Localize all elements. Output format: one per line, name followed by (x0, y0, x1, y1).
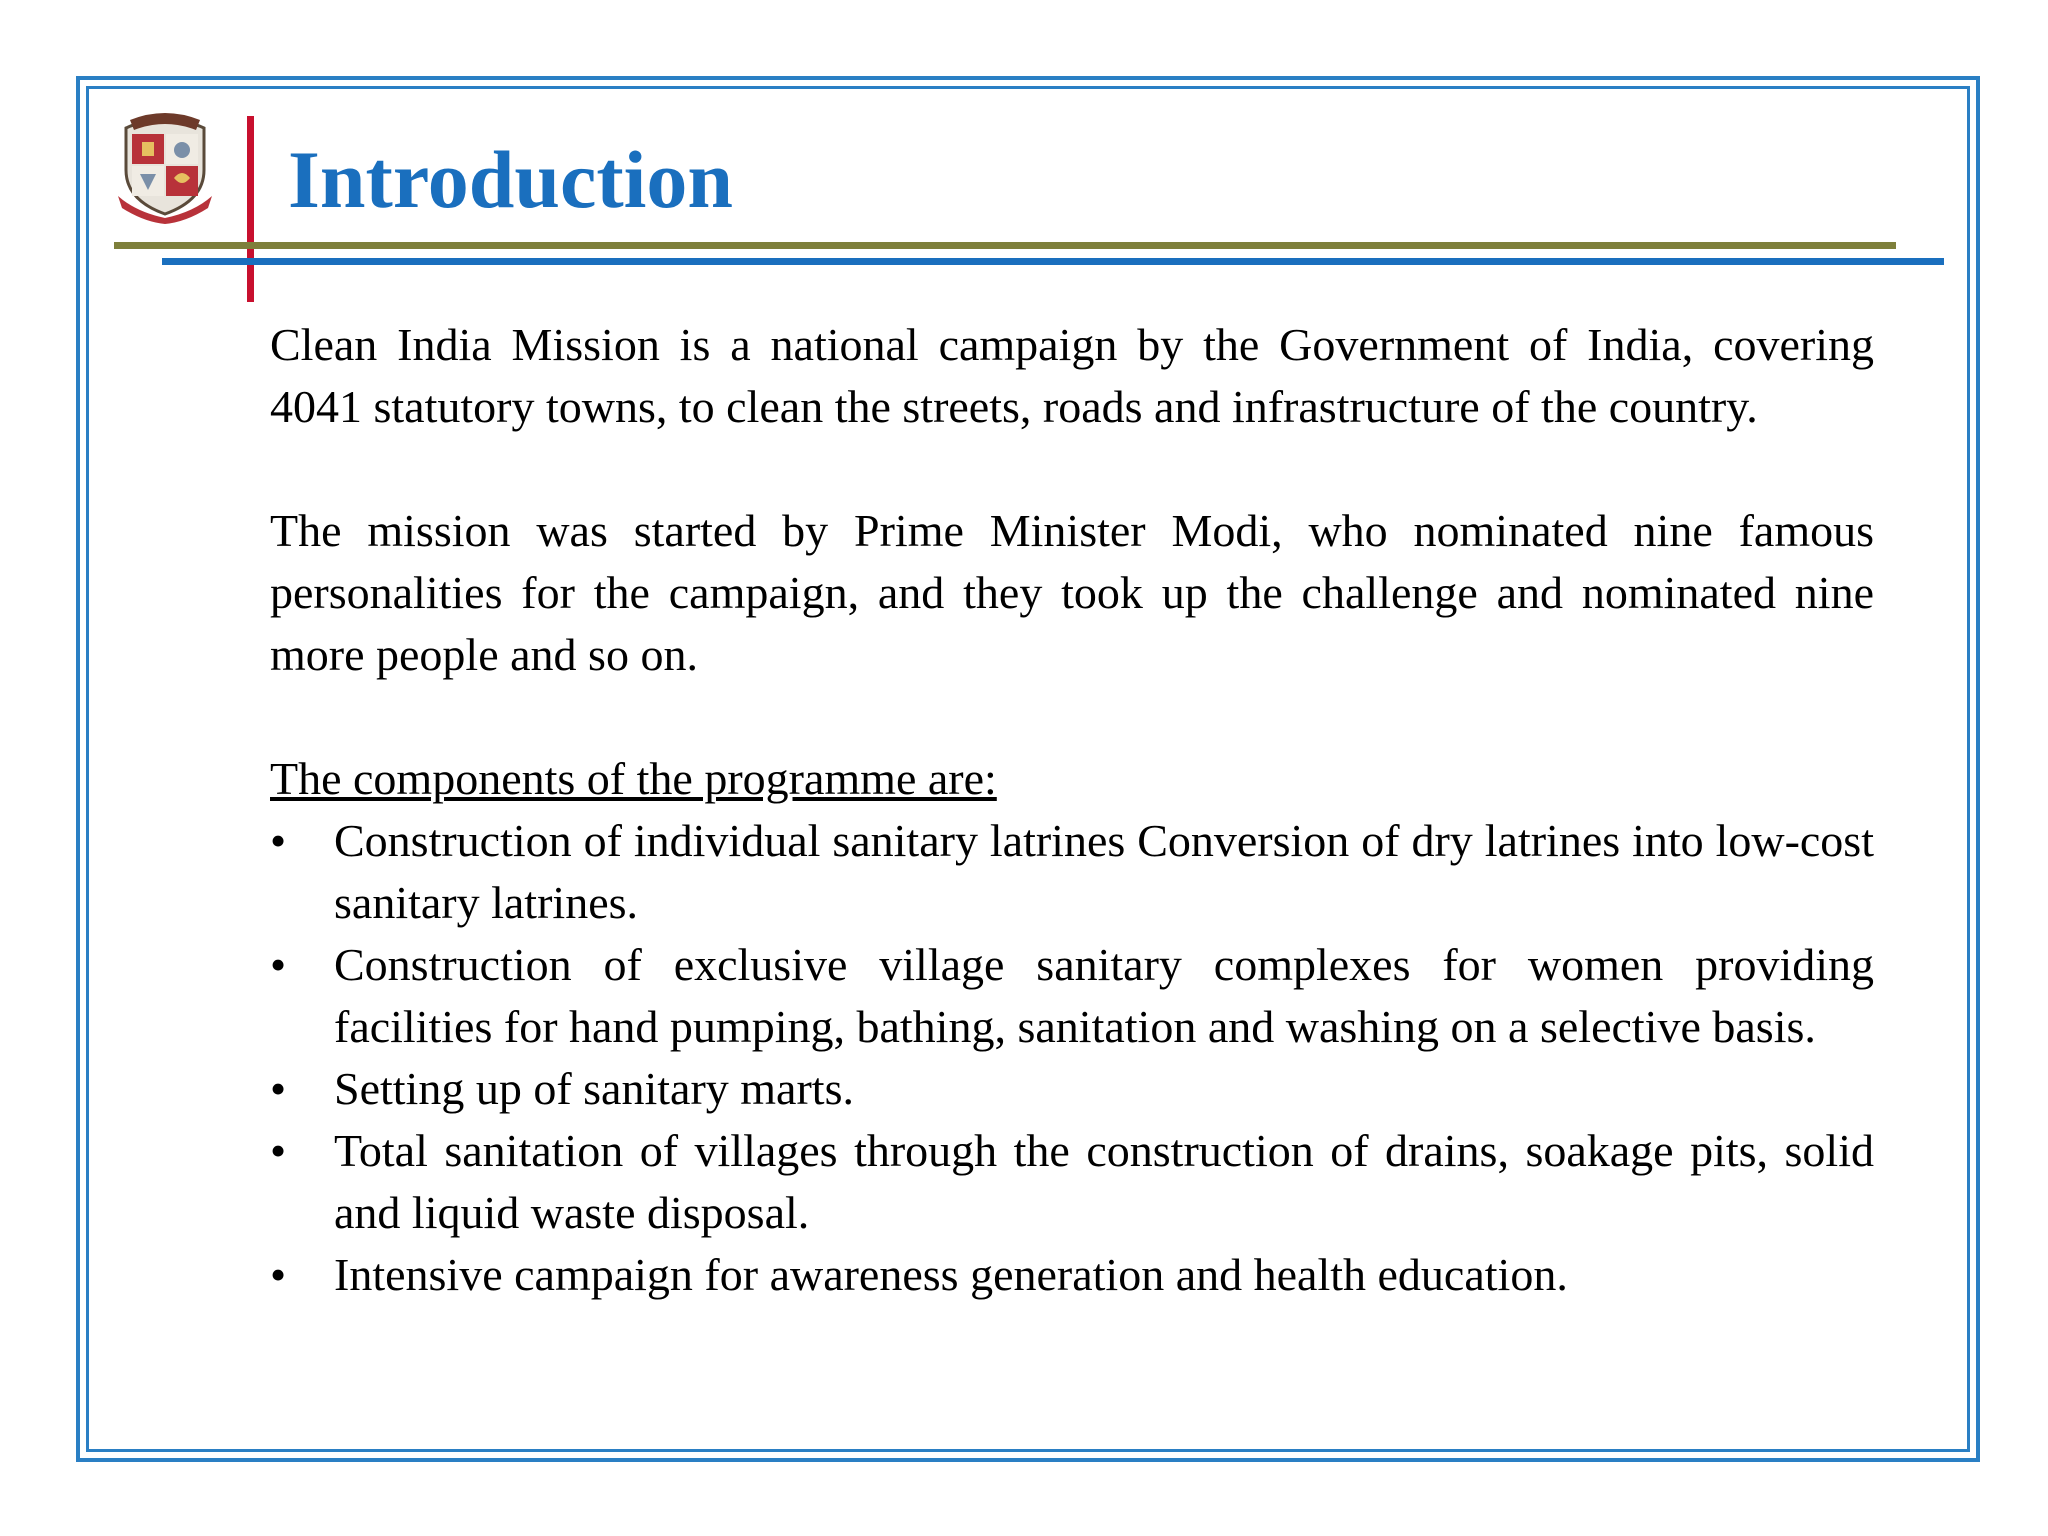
intro-paragraph-1: Clean India Mission is a national campaign by the Government of India, covering 4041 statutory towns, to clean the streets, roads and infrastructure of the country. (270, 319, 1874, 432)
bullet-icon: • (270, 815, 287, 866)
list-item-text: Setting up of sanitary marts. (334, 1063, 854, 1114)
bullet-icon: • (270, 939, 287, 990)
list-item (270, 810, 1874, 934)
university-crest-icon (116, 108, 214, 224)
list-item-text: Construction of exclusive village sanitary complexes for women providing facilities for hand pumping, bathing, sanitation and washing on a selective basis. (334, 939, 1874, 1052)
title-rule-olive (114, 242, 1896, 249)
components-list (270, 810, 1874, 1306)
slide-content (270, 314, 1874, 1306)
list-item-text: Intensive campaign for awareness generation and health education. (334, 1249, 1568, 1300)
list-item (270, 934, 1874, 1058)
bullet-icon: • (270, 1063, 287, 1114)
bullet-icon: • (270, 1125, 287, 1176)
list-item (270, 1244, 1874, 1306)
title-accent-bar (247, 116, 254, 302)
list-item-text: Total sanitation of villages through the construction of drains, soakage pits, solid and liquid waste disposal. (334, 1125, 1874, 1238)
bullet-icon: • (270, 1249, 287, 1300)
list-item (270, 1058, 1874, 1120)
intro-paragraph-2: The mission was started by Prime Minister Modi, who nominated nine famous personalities for the campaign, and they took up the challenge and nominated nine more people and so on. (270, 505, 1874, 680)
list-item (270, 1120, 1874, 1244)
list-item-text: Construction of individual sanitary latrines Conversion of dry latrines into low-cost sanitary latrines. (334, 815, 1874, 928)
slide-title: Introduction (288, 134, 734, 225)
components-heading: The components of the programme are: (270, 753, 997, 804)
title-rule-blue (162, 258, 1944, 265)
